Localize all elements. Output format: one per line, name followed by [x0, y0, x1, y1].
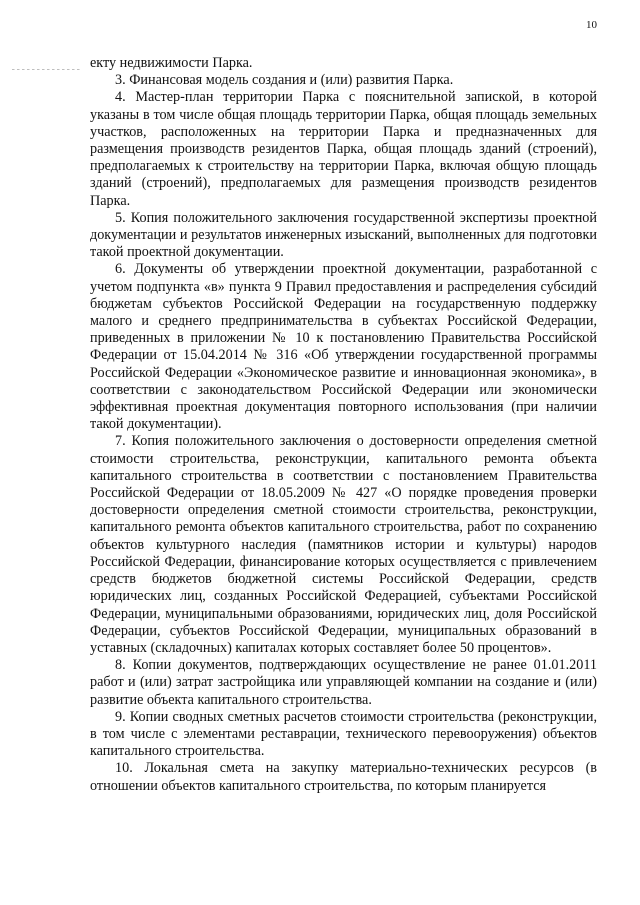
paragraph-item-7: 7. Копия положительного заключения о достоверности определения сметной стоимости строительства, реконструкции, капитального ремонта объекта капитального строительства в соответствии с постановлением Правительства Российской Федерации от 18.05.2009 № 427 «О порядке проведения проверки достоверности определения сметной стоимости строительства, реконструкции, капитального ремонта объектов капитального строительства, работ по сохранению объектов культурного наследия (памятников истории и культуры) народов Российской Федерации, финансирование которых осуществляется с привлечением средств бюджетов бюджетной системы Российской Федерации, средств юридических лиц, созданных Российской Федерацией, субъектами Российской Федерации, муниципальными образованиями, юридических лиц, доля Российской Федерации, субъектов Российской Федерации, муниципальных образований в уставных (складочных) капиталах которых составляет более 50 процентов».	[90, 433, 597, 656]
paragraph-item-6: 6. Документы об утверждении проектной документации, разработанной с учетом подпункта «в» пункта 9 Правил предоставления и распределения субсидий бюджетам субъектов Российской Федерации на государственную поддержку малого и среднего предпринимательства в субъектах Российской Федерации, приведенных в приложении № 10 к постановлению Правительства Российской Федерации от 15.04.2014 № 316 «Об утверждении государственной программы Российской Федерации «Экономическое развитие и инновационная экономика», в соответствии с законодательством Российской Федерации или экономически эффективная проектная документация повторного использования (при наличии такой документации).	[90, 261, 597, 433]
paragraph-item-4: 4. Мастер-план территории Парка с пояснительной запиской, в которой указаны в том числе общая площадь территории Парка, общая площадь земельных участков, расположенных на территории Парка и предназначенных для размещения производств резидентов Парка, общая площадь зданий (строений), предполагаемых к строительству на территории Парка, включая общую площадь зданий (строений), предполагаемых для размещения производств резидентов Парка.	[90, 89, 597, 209]
paragraph-item-5: 5. Копия положительного заключения государственной экспертизы проектной документации и результатов инженерных изысканий, выполненных для подготовки такой проектной документации.	[90, 209, 597, 261]
document-body	[90, 55, 597, 795]
paragraph-item-3: 3. Финансовая модель создания и (или) развития Парка.	[115, 72, 454, 89]
paragraph-continuation: екту недвижимости Парка.	[90, 55, 253, 71]
margin-mark	[12, 69, 80, 70]
paragraph-item-9: 9. Копии сводных сметных расчетов стоимости строительства (реконструкции, в том числе с элементами реставрации, технического перевооружения) объектов капитального строительства.	[90, 708, 597, 760]
page-number: 10	[586, 19, 597, 31]
paragraph-item-10: 10. Локальная смета на закупку материально-технических ресурсов (в отношении объектов капитального строительства, по которым планируется	[90, 760, 597, 794]
paragraph-item-8: 8. Копии документов, подтверждающих осуществление не ранее 01.01.2011 работ и (или) затрат застройщика или управляющей компании на создание и (или) развитие объекта капитального строительства.	[90, 657, 597, 708]
